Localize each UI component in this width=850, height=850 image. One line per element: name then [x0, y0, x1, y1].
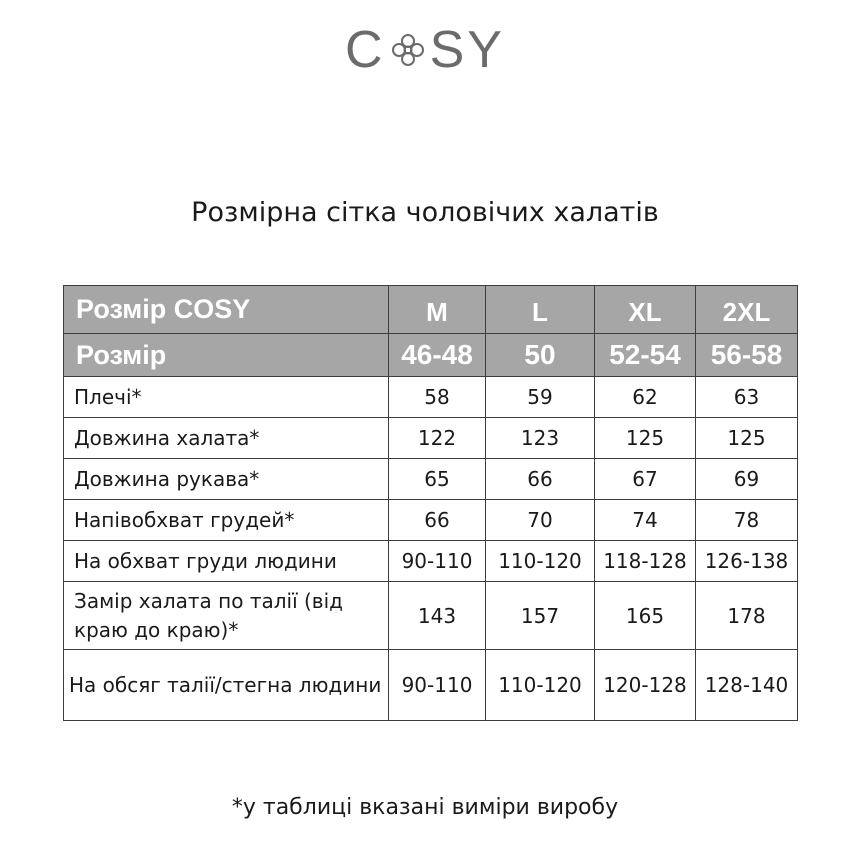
row-value: 90-110 — [389, 541, 486, 582]
range-header-cell: 50 — [486, 334, 595, 377]
cosy-logo — [0, 22, 850, 78]
size-header-row — [64, 286, 798, 334]
table-row — [64, 459, 798, 500]
row-value: 69 — [696, 459, 798, 500]
size-header-cell: 2XL — [696, 286, 798, 334]
row-label: Плечі* — [64, 377, 389, 418]
table-row — [64, 582, 798, 650]
row-value: 59 — [486, 377, 595, 418]
size-header-cell: XL — [595, 286, 696, 334]
logo-letters-sy: SY — [429, 21, 505, 79]
logo-letter-c: C — [345, 21, 386, 79]
knot-ornament-icon — [388, 30, 428, 70]
row-value: 157 — [486, 582, 595, 650]
table-row — [64, 418, 798, 459]
row-value: 65 — [389, 459, 486, 500]
row-value: 110-120 — [486, 650, 595, 721]
row-value: 66 — [389, 500, 486, 541]
row-value: 125 — [696, 418, 798, 459]
row-value: 120-128 — [595, 650, 696, 721]
row-value: 70 — [486, 500, 595, 541]
row-value: 74 — [595, 500, 696, 541]
size-header-label: Розмір COSY — [64, 286, 389, 334]
row-label: Довжина халата* — [64, 418, 389, 459]
range-header-label: Розмір — [64, 334, 389, 377]
row-value: 126-138 — [696, 541, 798, 582]
table-row — [64, 377, 798, 418]
row-value: 118-128 — [595, 541, 696, 582]
row-label: Замір халата по талії (від краю до краю)* — [64, 582, 389, 650]
row-label: Довжина рукава* — [64, 459, 389, 500]
logo-wordmark — [345, 21, 505, 79]
page-title: Розмірна сітка чоловічих халатів — [191, 197, 659, 228]
size-chart-table — [63, 285, 798, 721]
row-label: На обсяг талії/стегна людини — [64, 650, 389, 721]
row-value: 143 — [389, 582, 486, 650]
table-row — [64, 650, 798, 721]
row-value: 63 — [696, 377, 798, 418]
row-value: 90-110 — [389, 650, 486, 721]
row-value: 128-140 — [696, 650, 798, 721]
row-value: 62 — [595, 377, 696, 418]
row-value: 67 — [595, 459, 696, 500]
range-header-row — [64, 334, 798, 377]
size-header-cell: M — [389, 286, 486, 334]
footnote: *у таблиці вказані виміри виробу — [231, 795, 619, 820]
row-value: 122 — [389, 418, 486, 459]
row-value: 165 — [595, 582, 696, 650]
row-value: 110-120 — [486, 541, 595, 582]
row-value: 66 — [486, 459, 595, 500]
table-row — [64, 541, 798, 582]
row-label: На обхват груди людини — [64, 541, 389, 582]
range-header-cell: 52-54 — [595, 334, 696, 377]
row-value: 123 — [486, 418, 595, 459]
row-value: 58 — [389, 377, 486, 418]
row-value: 125 — [595, 418, 696, 459]
row-value: 178 — [696, 582, 798, 650]
range-header-cell: 46-48 — [389, 334, 486, 377]
table-row — [64, 500, 798, 541]
size-header-cell: L — [486, 286, 595, 334]
row-value: 78 — [696, 500, 798, 541]
range-header-cell: 56-58 — [696, 334, 798, 377]
row-label: Напівобхват грудей* — [64, 500, 389, 541]
